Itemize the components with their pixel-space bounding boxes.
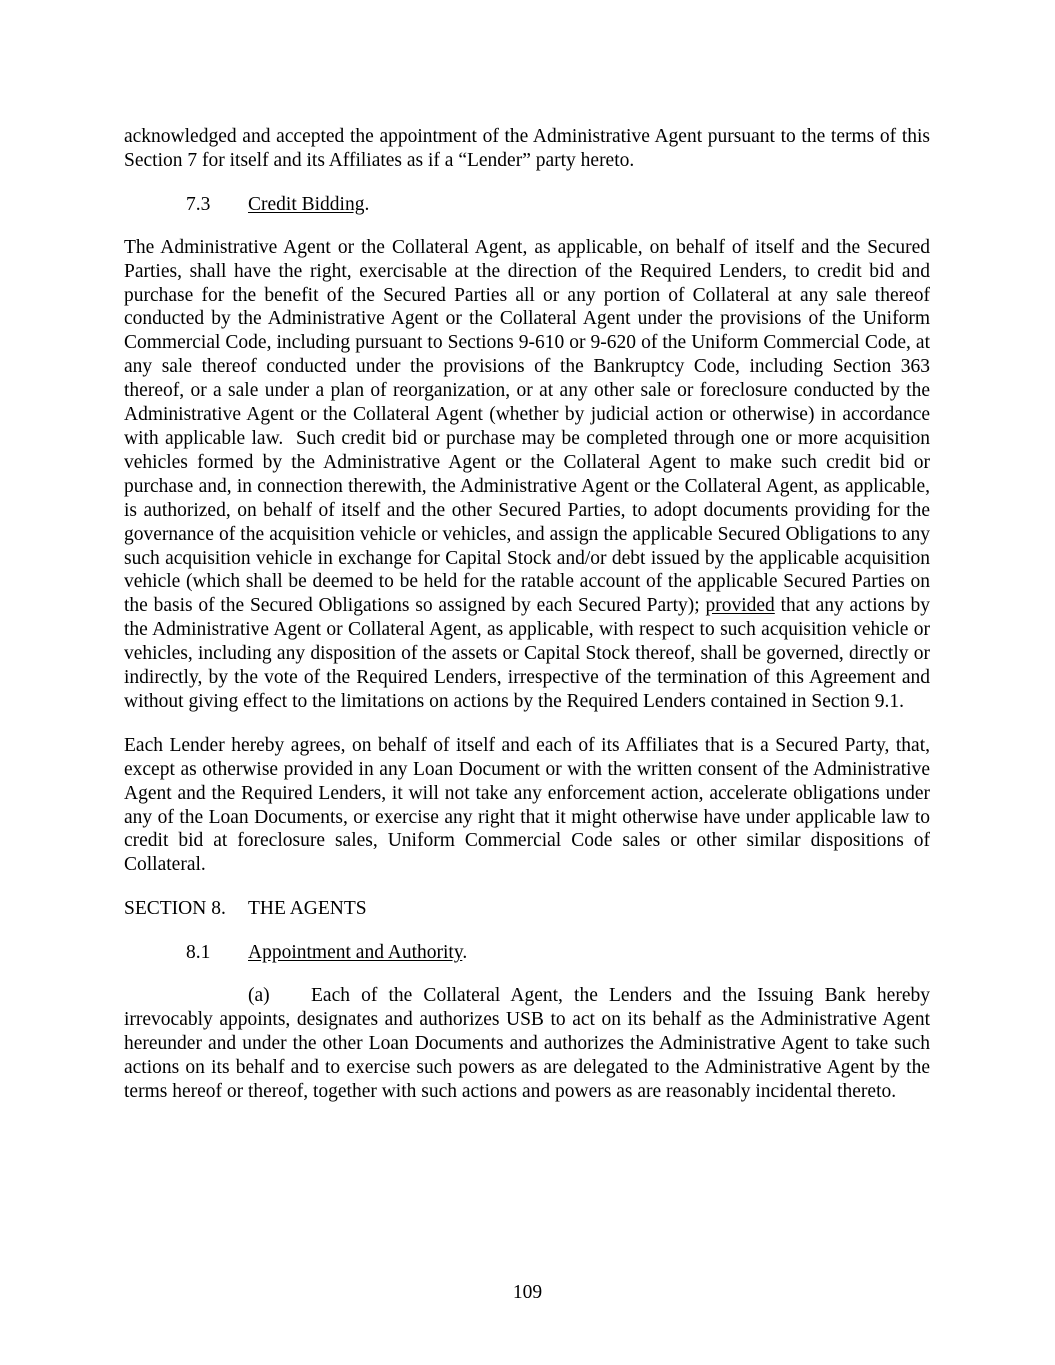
section-8-title: THE AGENTS bbox=[248, 898, 367, 920]
credit-bidding-paragraph-2: Each Lender hereby agrees, on behalf of itself and each of its Affiliates that is a Secured Party, that, except as otherwise provided in any Loan Document or with the written consent of the Administrative Agent and the Required Lenders, it will not take any enforcement action, accelerate obligations under any of the Loan Documents, or exercise any right that it might otherwise have under applicable law to credit bid at foreclosure sales, Uniform Commercial Code sales or other similar dispositions of Collateral. bbox=[124, 734, 930, 876]
provided-term: provided bbox=[705, 595, 775, 617]
clause-a-label: (a) bbox=[248, 985, 270, 1007]
clause-a-text: Each of the Collateral Agent, the Lenders and the Issuing Bank hereby irrevocably appoints, designates and authorizes USB to act on its behalf as the Administrative Agent hereunder and under the other Loan Documents and authorizes the Administrative Agent to take such actions on its behalf and to exercise such powers as are delegated to the Administrative Agent by the terms hereof or thereof, together with such actions and powers as are reasonably incidental thereto. bbox=[124, 985, 930, 1102]
credit-bidding-paragraph-1 bbox=[124, 236, 930, 714]
section-7-3-title-wrap bbox=[248, 193, 369, 217]
section-8-1-number: 8.1 bbox=[186, 942, 211, 964]
section-8-1-title: Appointment and Authority bbox=[248, 942, 463, 964]
section-7-3-heading bbox=[186, 193, 930, 217]
page-number: 109 bbox=[512, 1282, 543, 1303]
section-7-3-title-suffix: . bbox=[364, 193, 370, 215]
credit-bidding-text-part-2: that any actions by the Administrative Agent or Collateral Agent, as applicable, with respect to such acquisition vehicle or vehicles, including any disposition of the assets or Capital Stock thereof, shall be governed, directly or indirectly, by the vote of the Required Lenders, irrespective of the termination of this Agreement and without giving effect to the limitations on actions by the Required Lenders contained in Section 9.1. bbox=[124, 595, 930, 712]
section-8-heading bbox=[124, 897, 930, 921]
section-8-1-a-paragraph bbox=[124, 984, 930, 1104]
section-8-1-title-suffix: . bbox=[462, 942, 468, 964]
section-8-1-heading bbox=[186, 941, 930, 965]
credit-bidding-text-part-1: The Administrative Agent or the Collateral Agent, as applicable, on behalf of itself and the Secured Parties, shall have the right, exercisable at the direction of the Required Lenders, to credit bid and purchase for the benefit of the Secured Parties all or any portion of Collateral at any sale thereof conducted by the Administrative Agent or the Collateral Agent under the provisions of the Uniform Commercial Code, including pursuant to Sections 9-610 or 9-620 of the Uniform Commercial Code, at any sale thereof conducted under the provisions of the Bankruptcy Code, including Section 363 thereof, or a sale under a plan of reorganization, or at any other sale or foreclosure conducted by the Administrative Agent or the Collateral Agent (whether by judicial action or otherwise) in accordance with applicable law. Such credit bid or purchase may be completed through one or more acquisition vehicles formed by the Administrative Agent or the Collateral Agent to make such credit bid or purchase and, in connection therewith, the Administrative Agent or the Collateral Agent, as applicable, is authorized, on behalf of itself and the other Secured Parties, to adopt documents providing for the governance of the acquisition vehicle or vehicles, and assign the applicable Secured Obligations to any such acquisition vehicle in exchange for Capital Stock and/or debt issued by the applicable acquisition vehicle (which shall be deemed to be held for the ratable account of the applicable Secured Parties on the basis of the Secured Obligations so assigned by each Secured Party); bbox=[124, 236, 930, 617]
intro-paragraph: acknowledged and accepted the appointment of the Administrative Agent pursuant to the terms of this Section 7 for itself and its Affiliates as if a “Lender” party hereto. bbox=[124, 126, 930, 171]
section-7-3-title: Credit Bidding bbox=[248, 193, 365, 215]
section-7-3-number: 7.3 bbox=[186, 193, 211, 215]
section-8-number: SECTION 8. bbox=[124, 898, 226, 920]
document-body bbox=[124, 125, 930, 1104]
section-8-1-title-wrap bbox=[248, 941, 467, 965]
